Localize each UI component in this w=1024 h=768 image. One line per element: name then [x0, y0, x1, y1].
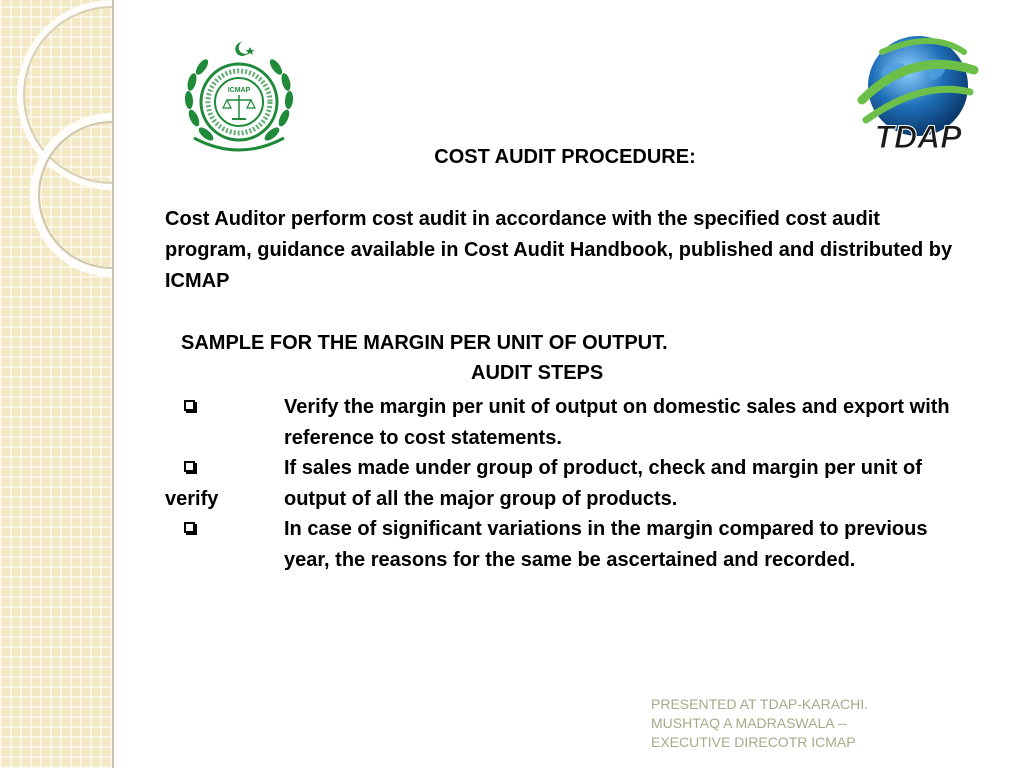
audit-step: [181, 514, 951, 575]
audit-step: [165, 453, 951, 514]
audit-step-text: Verify the margin per unit of output on domestic sales and export with reference to cost statements.: [284, 396, 950, 449]
audit-step-text: If sales made under group of product, check and margin per unit of output of all the major group of products.: [284, 457, 922, 510]
svg-text:ICMAP: ICMAP: [227, 87, 251, 94]
intro-paragraph: Cost Auditor perform cost audit in accordance with the specified cost audit program, guidance available in Cost Audit Handbook, published and distributed by ICMAP: [165, 208, 953, 292]
slide-title: COST AUDIT PROCEDURE:: [434, 146, 696, 168]
checkbox-bullet-icon: [184, 400, 195, 411]
sample-heading: SAMPLE FOR THE MARGIN PER UNIT OF OUTPUT.: [181, 332, 668, 354]
audit-steps-list: [165, 392, 951, 575]
decorative-side-strip: [0, 0, 114, 768]
audit-step-text: In case of significant variations in the margin compared to previous year, the reasons for the same be ascertained and recorded.: [284, 518, 928, 571]
svg-text:TDAP: TDAP: [874, 119, 962, 155]
tdap-logo: [852, 30, 982, 158]
audit-steps-heading: AUDIT STEPS: [471, 362, 604, 384]
checkbox-bullet-icon: [184, 461, 195, 472]
checkbox-bullet-icon: [184, 522, 195, 533]
audit-step: [181, 392, 951, 453]
decorative-rings: [0, 0, 112, 768]
footer-line: MUSHTAQ A MADRASWALA --: [651, 715, 848, 731]
presenter-footer: [651, 695, 868, 752]
icmap-logo: [180, 38, 298, 156]
footer-line: EXECUTIVE DIRECOTR ICMAP: [651, 734, 856, 750]
footer-line: PRESENTED AT TDAP-KARACHI.: [651, 696, 869, 712]
audit-step-lead-word: verify: [165, 487, 219, 510]
